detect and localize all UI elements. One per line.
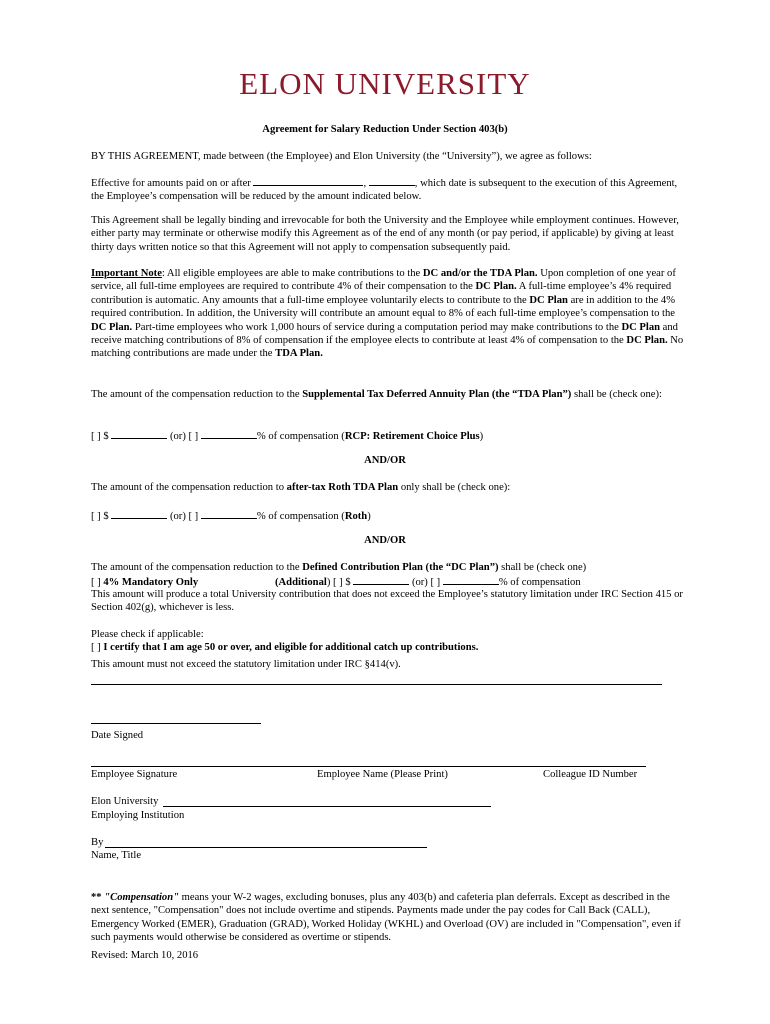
note-text: Upon completion of one year of service, all full-time employees are required to contribute 4% of their compensation to the (91, 268, 676, 293)
roth-percent-checkbox[interactable]: (or) [ ] (167, 511, 201, 522)
tda-paragraph (91, 388, 689, 401)
institution-value: Elon University (91, 796, 159, 807)
roth-plan-name: after-tax Roth TDA Plan (286, 482, 399, 493)
note-bold: TDA Plan. (275, 348, 323, 360)
institution-label: Employing Institution (91, 810, 185, 821)
roth-percent-text: % of compensation ( (256, 511, 345, 522)
intro-paragraph: BY THIS AGREEMENT, made between (the Employee) and Elon University (the “University”), we agree as follows: (91, 151, 592, 162)
note-text: Part-time employees who work 1,000 hours of service during a computation period may make contributions to the (132, 321, 622, 333)
roth-election-line (91, 508, 689, 523)
effective-paragraph: Effective for amounts paid on or after , , which date is subsequent to the execution of this Agreement, the Employee’s compensation will be reduced by the amount indicated below. (91, 175, 689, 204)
note-text: : All eligible employees are able to make contributions to the (161, 268, 423, 279)
by-label: By (91, 837, 104, 848)
dc-plan-name: Defined Contribution Plan (the “DC Plan”) (302, 562, 499, 573)
dc-limit-paragraph: This amount will produce a total University contribution that does not exceed the Employee’s statutory limitation under IRC Section 415 or Section 402(g), whichever is less. (91, 589, 683, 614)
date-signed-line[interactable] (91, 723, 261, 724)
roth-close-paren: ) (367, 511, 371, 522)
tda-plan-label: RCP: Retirement Choice Plus (344, 431, 480, 442)
note-bold: DC Plan (529, 294, 568, 306)
compensation-footnote (91, 891, 689, 945)
date-signed-label: Date Signed (91, 730, 144, 741)
note-text: are in addition to the 4% required contribution. In addition, the University will contribute an amount equal to 8% of each full-time employee’s compensation to the (91, 294, 676, 320)
tda-dollar-checkbox[interactable]: [ ] $ (91, 431, 112, 442)
tda-text: The amount of the compensation reduction to the (91, 389, 303, 400)
important-note-label: Important Note (91, 268, 162, 279)
document-title: Agreement for Salary Reduction Under Section 403(b) (262, 124, 508, 135)
revised-date: Revised: March 10, 2016 (91, 950, 199, 961)
employee-signature-line[interactable] (91, 766, 646, 767)
dc-mandatory-label: 4% Mandatory Only (103, 577, 199, 588)
dc-percent-text: % of compensation (498, 577, 581, 588)
tda-election-line (91, 428, 689, 443)
note-bold: DC Plan. (91, 321, 133, 333)
roth-dollar-field[interactable] (111, 508, 167, 519)
separator-line (91, 684, 662, 685)
roth-paragraph (91, 481, 689, 494)
andor-divider-2: AND/OR (364, 535, 406, 546)
dc-percent-field[interactable] (443, 574, 499, 585)
effective-year-field[interactable] (369, 175, 415, 186)
university-logo: ELON UNIVERSITY (239, 66, 531, 101)
name-title-label: Name, Title (91, 850, 142, 861)
catchup-label: Please check if applicable: (91, 629, 204, 640)
tda-plan-name: Supplemental Tax Deferred Annuity Plan (the “TDA Plan”) (302, 389, 572, 400)
important-note-paragraph (91, 267, 689, 361)
tda-close-paren: ) (479, 431, 484, 442)
roth-percent-field[interactable] (201, 508, 257, 519)
footnote-text: means your W-2 wages, excluding bonuses, plus any 403(b) and cafeteria plan deferrals. Except as described in the next sentence, "Compensation" does not include overtime and stipends. Payments made under the pay codes for Call Back (CALL), Emergency Worked (EMER), Graduation (GRAD), Worked Holiday (WKHL) and Overload (OV) are included in "Compensation", even if such payments would otherwise be considered as overtime or stipends. (91, 892, 681, 944)
tda-percent-checkbox[interactable]: (or) [ ] (167, 431, 201, 442)
catchup-checkbox[interactable]: [ ] (91, 642, 104, 653)
effective-text-after: , which date is subsequent to the execution of this Agreement, the Employee’s compensation will be reduced by the amount indicated below. (91, 178, 678, 203)
dc-text: shall be (check one) (498, 562, 587, 573)
institution-line (163, 806, 491, 807)
catchup-certify-text: I certify that I am age 50 or over, and eligible for additional catch up contributions. (103, 642, 479, 653)
note-bold: DC and/or the TDA Plan. (422, 268, 538, 279)
roth-plan-label: Roth (344, 511, 368, 522)
roth-text: The amount of the compensation reduction to (91, 482, 287, 493)
note-text: No matching contributions are made under the (91, 335, 684, 360)
colleague-id-label: Colleague ID Number (543, 769, 638, 780)
note-bold: DC Plan. (475, 281, 517, 293)
dc-dollar-checkbox[interactable]: ) [ ] $ (326, 577, 354, 588)
employee-signature-label: Employee Signature (91, 769, 178, 780)
tda-percent-text: % of compensation ( (256, 431, 345, 442)
catchup-certify-line (91, 641, 689, 654)
note-text: A full-time employee’s 4% required contribution is automatic. Any amounts that a full-time employee voluntarily elects to contribute to the (91, 281, 672, 306)
note-bold: DC Plan (621, 321, 661, 333)
footnote-stars: ** (91, 892, 105, 903)
by-signature-line[interactable] (105, 847, 427, 848)
note-bold: DC Plan. (626, 335, 668, 347)
dc-percent-checkbox[interactable]: (or) [ ] (409, 577, 443, 588)
roth-dollar-checkbox[interactable]: [ ] $ (91, 511, 112, 522)
dc-dollar-field[interactable] (353, 574, 409, 585)
roth-text: only shall be (check one): (398, 482, 511, 493)
dc-text: The amount of the compensation reduction to the (91, 562, 303, 573)
tda-text: shall be (check one): (571, 389, 662, 400)
tda-dollar-field[interactable] (111, 428, 167, 439)
catchup-limit-text: This amount must not exceed the statutory limitation under IRC §414(v). (91, 659, 401, 670)
footnote-term: "Compensation" (104, 892, 180, 903)
employee-name-label: Employee Name (Please Print) (317, 769, 448, 780)
andor-divider-1: AND/OR (364, 455, 406, 466)
effective-date-field[interactable] (253, 175, 363, 186)
dc-additional-label: (Additional (275, 577, 327, 588)
note-text: and receive matching contributions of 8% of compensation if the employee elects to contribute at least 4% of compensation to the (91, 321, 678, 347)
binding-paragraph: This Agreement shall be legally binding and irrevocable for both the University and the Employee while employment continues. However, either party may terminate or otherwise modify this Agreement as of the end of any month (or pay period, if applicable) by giving at least thirty days written notice so that this Agreement will not apply to compensation subsequently paid. (91, 215, 679, 253)
dc-paragraph (91, 561, 689, 574)
dc-mandatory-checkbox[interactable]: [ ] (91, 577, 104, 588)
tda-percent-field[interactable] (201, 428, 257, 439)
effective-text-before: Effective for amounts paid on or after (91, 178, 254, 189)
